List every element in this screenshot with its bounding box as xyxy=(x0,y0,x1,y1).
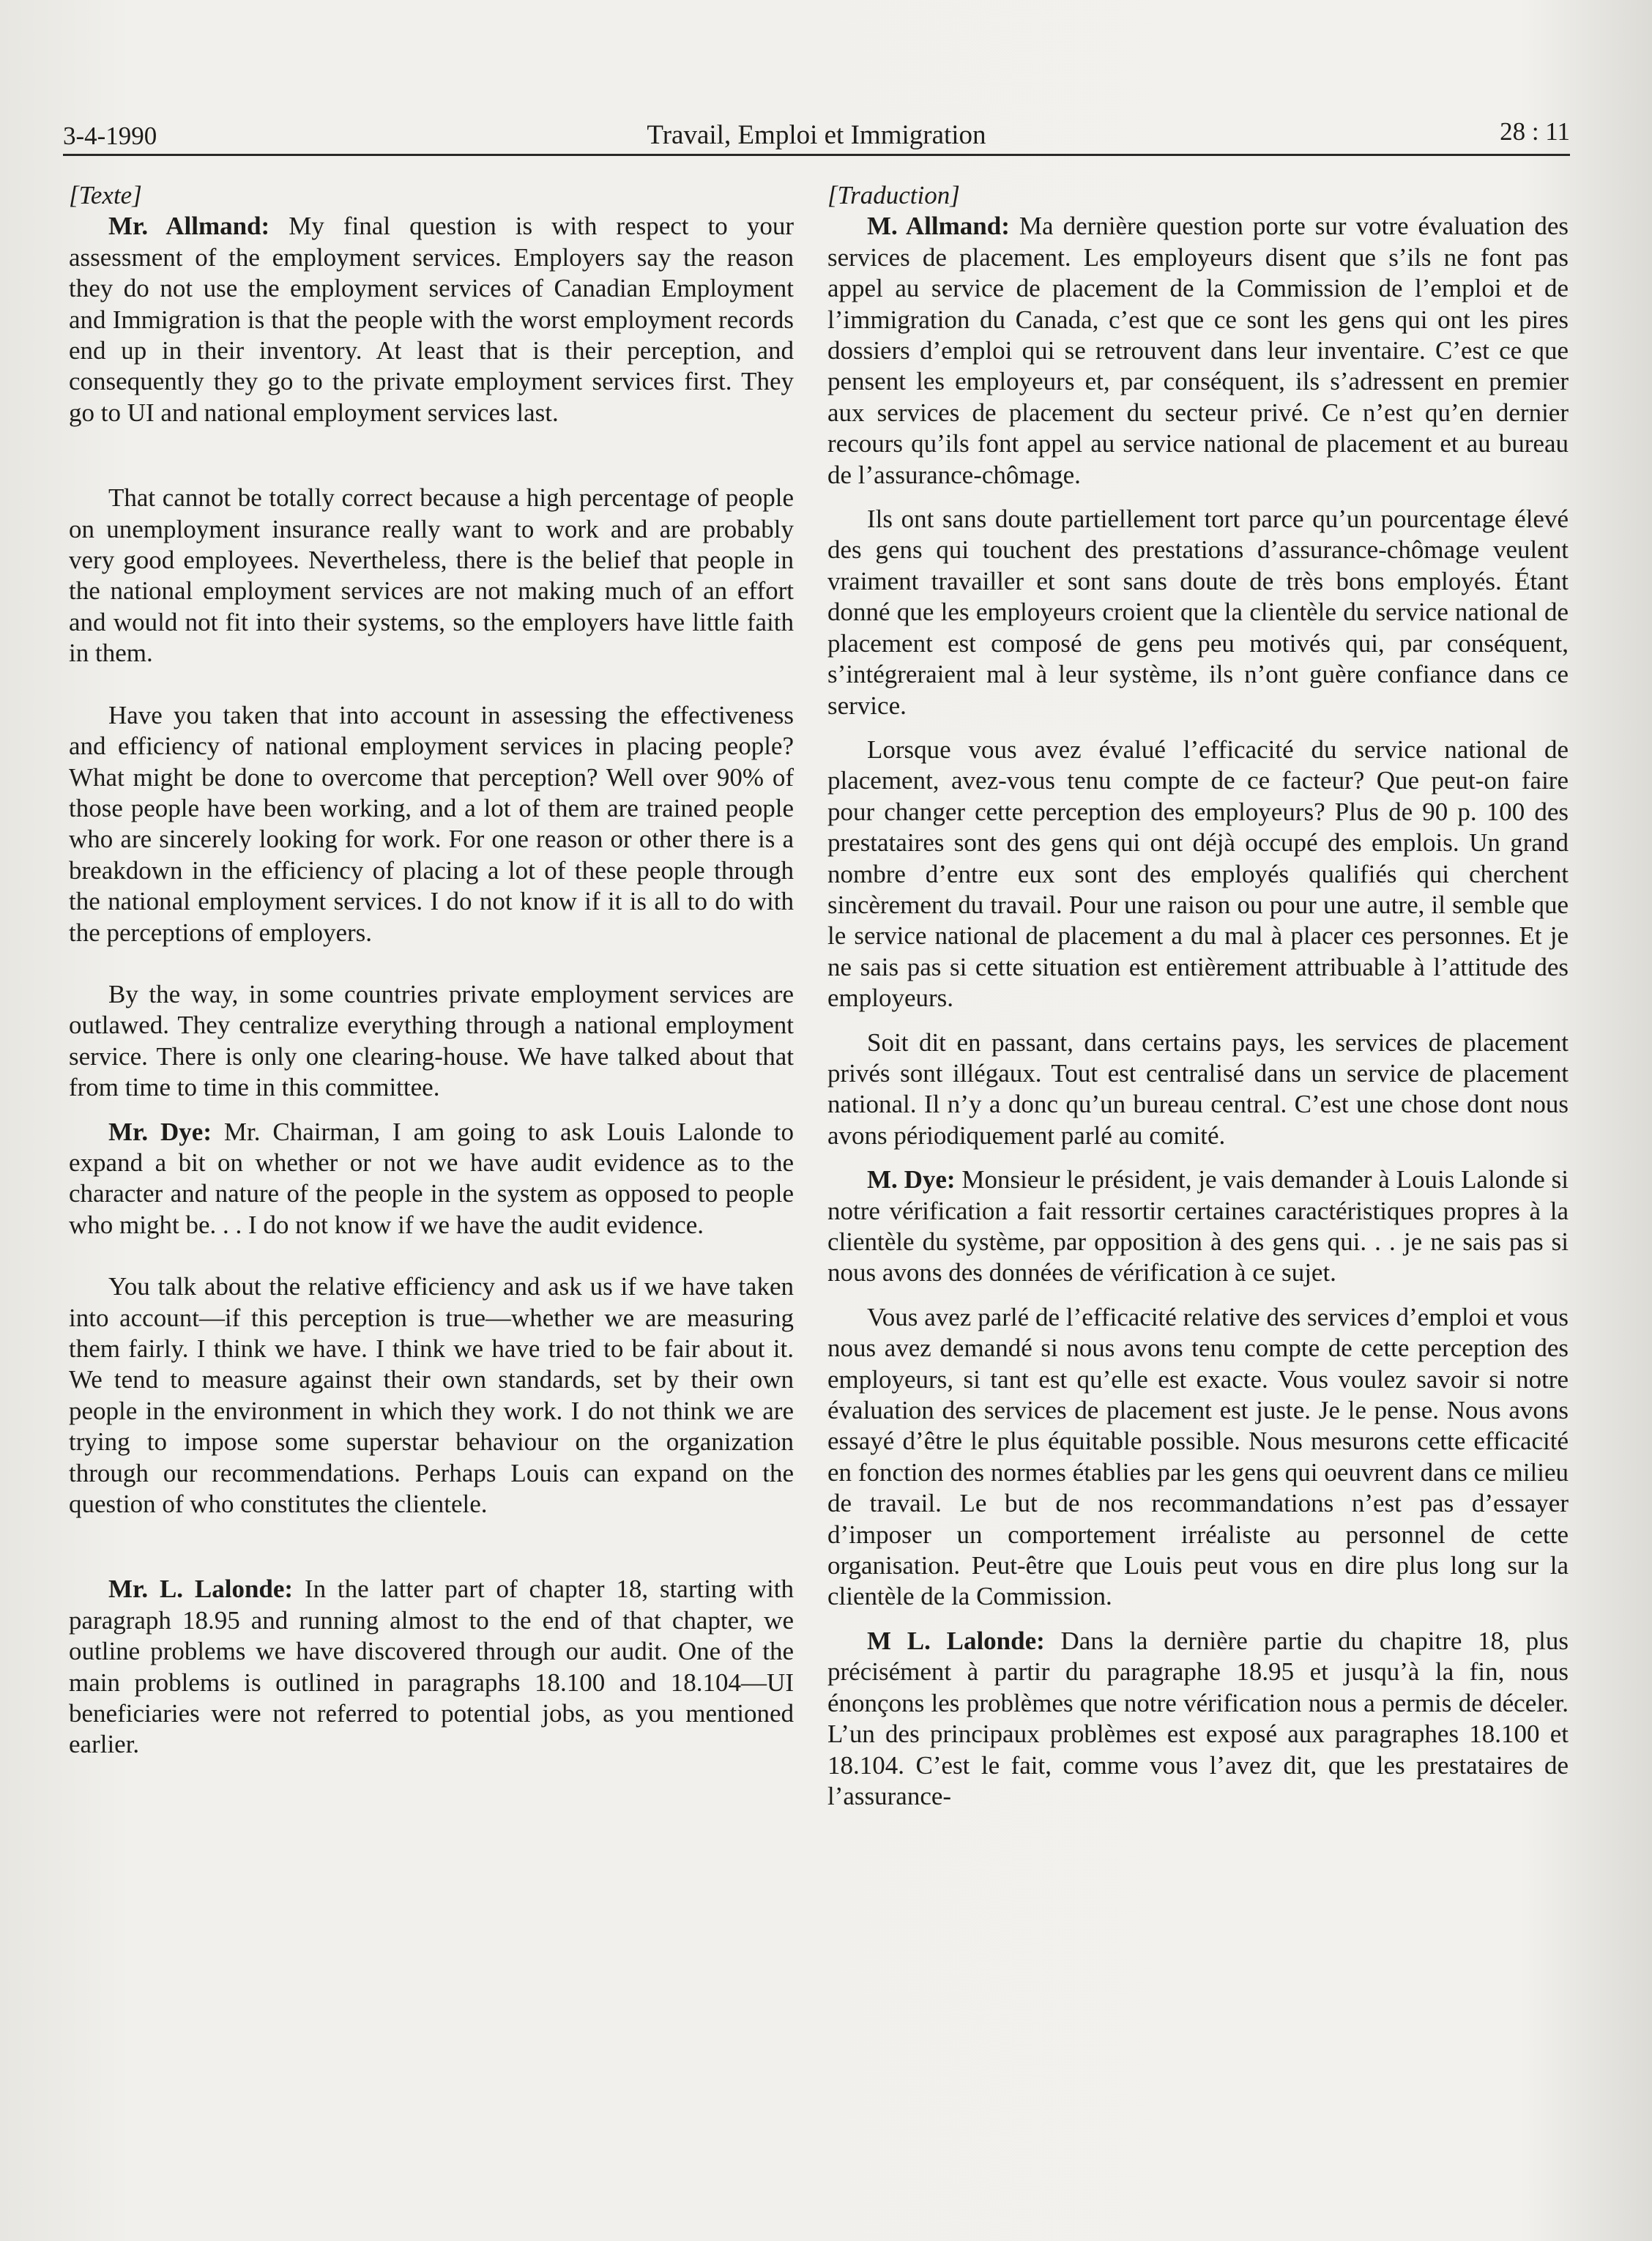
paragraph-text: Monsieur le président, je vais demander à Louis Lalonde si notre vérification a fait ressortir certaines caractéristiques propres à la clientèle du système, par opposition à des gens qui. . . je ne sais pas si nous avons des données de vérification à ce sujet. xyxy=(827,1165,1569,1287)
paragraph-text: Ma dernière question porte sur votre évaluation des services de placement. Les employeurs disent que s’ils ne font pas appel au service de placement de la Commission de l’emploi et de l’immigration du Canada, c’est que ce sont les gens qui ont les pires dossiers d’emploi qui se retrouvent dans leur inventaire. C’est ce que pensent les employeurs et, par conséquent, ils s’adressent en premier aux services de placement du secteur privé. Ce n’est qu’en dernier recours qu’ils font appel au service national de placement et au bureau de l’assurance-chômage. xyxy=(827,212,1569,489)
paragraph xyxy=(69,1117,794,1241)
paragraph: Have you taken that into account in assessing the effectiveness and efficiency of national employment services in placing people? What might be done to overcome that perception? Well over 90% of those people have been working, and a lot of them are trained people who are sincerely looking for work. For one reason or other there is a breakdown in the efficiency of placing a lot of these people through the national employment services. I do not know if it is all to do with the perceptions of employers. xyxy=(69,700,794,947)
speaker-name: Mr. L. Lalonde: xyxy=(108,1575,294,1604)
speaker-name: Mr. Allmand: xyxy=(108,212,270,241)
header-date: 3-4-1990 xyxy=(63,122,157,150)
paragraph xyxy=(69,211,794,428)
speaker-name: M L. Lalonde: xyxy=(867,1626,1045,1655)
paragraph: Ils ont sans doute partiellement tort parce qu’un pourcentage élevé des gens qui touchent des prestations d’assurance-chômage veulent vraiment travailler et sont sans doute de très bons employés. Étant donné que les employeurs croient que la clientèle du service national de placement est composé de gens peu motivés qui, par conséquent, s’intégreraient mal à leur système, ils n’ont guère confiance dans ce service. xyxy=(827,505,1569,720)
header-page-number: 28 : 11 xyxy=(1500,117,1570,146)
paragraph xyxy=(827,1626,1569,1812)
english-column xyxy=(69,180,794,1761)
header-title: Travail, Emploi et Immigration xyxy=(647,120,986,150)
speaker-name: M. Allmand: xyxy=(867,212,1010,241)
paragraph-text: My final question is with respect to your assessment of the employment services. Employers say the reason they do not use the employment services of Canadian Employment and Immigration is that the people with the worst employment records end up in their inventory. At least that is their perception, and consequently they go to the private employment services first. They go to UI and national employment services last. xyxy=(69,212,795,427)
page-header xyxy=(63,111,1570,156)
paragraph-text: Mr. Chairman, I am going to ask Louis Lalonde to expand a bit on whether or not we have audit evidence as to the character and nature of the people in the system as opposed to people who might be. . . I do not know if we have the audit evidence. xyxy=(69,1117,794,1239)
french-column xyxy=(827,180,1569,1812)
paragraph-text: Dans la dernière partie du chapitre 18, plus précisément à partir du paragraphe 18.95 et jusqu’à la fin, nous énonçons les problèmes que notre vérification nous a permis de déceler. L’un des principaux problèmes est exposé aux paragraphes 18.100 et 18.104. C’est le fait, comme vous l’avez dit, que les prestataires de l’assurance- xyxy=(827,1626,1569,1810)
paragraph xyxy=(69,1574,794,1760)
paragraph: Vous avez parlé de l’efficacité relative des services d’emploi et vous nous avez demandé si nous avons tenu compte de cette perception des employeurs, si tant est qu’elle est exacte. Vous voulez savoir si notre évaluation des services de placement est juste. Je le pense. Nous avons essayé d’être le plus équitable possible. Nous mesurons cette efficacité en fonction des normes établies par les gens qui oeuvrent dans ce milieu de travail. Le but de nos recommandations n’est pas d’essayer d’imposer un comportement irréaliste au personnel de cette organisation. Peut-être que Louis peut vous en dire plus long sur la clientèle de la Commission. xyxy=(827,1302,1569,1611)
paragraph xyxy=(827,211,1569,491)
speaker-name: M. Dye: xyxy=(867,1165,956,1194)
paragraph-text: In the latter part of chapter 18, starting with paragraph 18.95 and running almost to the end of that chapter, we outline problems we have discovered through our audit. One of the main problems is outlined in paragraphs 18.100 and 18.104—UI beneficiaries were not referred to potential jobs, as you mentioned earlier. xyxy=(69,1575,794,1759)
paragraph: Soit dit en passant, dans certains pays, les services de placement privés sont illégaux. Tout est centralisé dans un service de placement national. Il n’y a donc qu’un bureau central. C’est une chose dont nous avons périodiquement parlé au comité. xyxy=(827,1027,1569,1150)
paragraph: Lorsque vous avez évalué l’efficacité du service national de placement, avez-vous tenu compte de ce facteur? Que peut-on faire pour changer cette perception des employeurs? Plus de 90 p. 100 des prestataires sont des gens qui ont déjà occupé des emplois. Un grand nombre d’entre eux sont des employés qualifiés qui cherchent sincèrement du travail. Pour une raison ou pour une autre, il semble que le service national de placement a du mal à placer ces personnes. Et je ne sais pas si cette situation est entièrement attribuable à l’attitude des employeurs. xyxy=(827,735,1569,1013)
paragraph: That cannot be totally correct because a high percentage of people on unemployment insurance really want to work and are probably very good employees. Nevertheless, there is the belief that people in the national employment services are not making much of an effort and would not fit into their systems, so the employers have little faith in them. xyxy=(69,483,794,668)
language-tag: [Texte] xyxy=(69,181,142,209)
paragraph: By the way, in some countries private employment services are outlawed. They centralize everything through a national employment service. There is only one clearing-house. We have talked about that from time to time in this committee. xyxy=(69,979,794,1102)
paragraph: You talk about the relative efficiency and ask us if we have taken into account—if this perception is true—whether we are measuring them fairly. I think we have. I think we have tried to be fair about it. We tend to measure against their own standards, set by their own people in the environment in which they work. I do not think we are trying to impose some superstar behaviour on the organization through our recommendations. Perhaps Louis can expand on the question of who constitutes the clientele. xyxy=(69,1272,794,1519)
language-tag: [Traduction] xyxy=(827,181,960,209)
paragraph xyxy=(827,1164,1569,1289)
speaker-name: Mr. Dye: xyxy=(108,1117,212,1146)
